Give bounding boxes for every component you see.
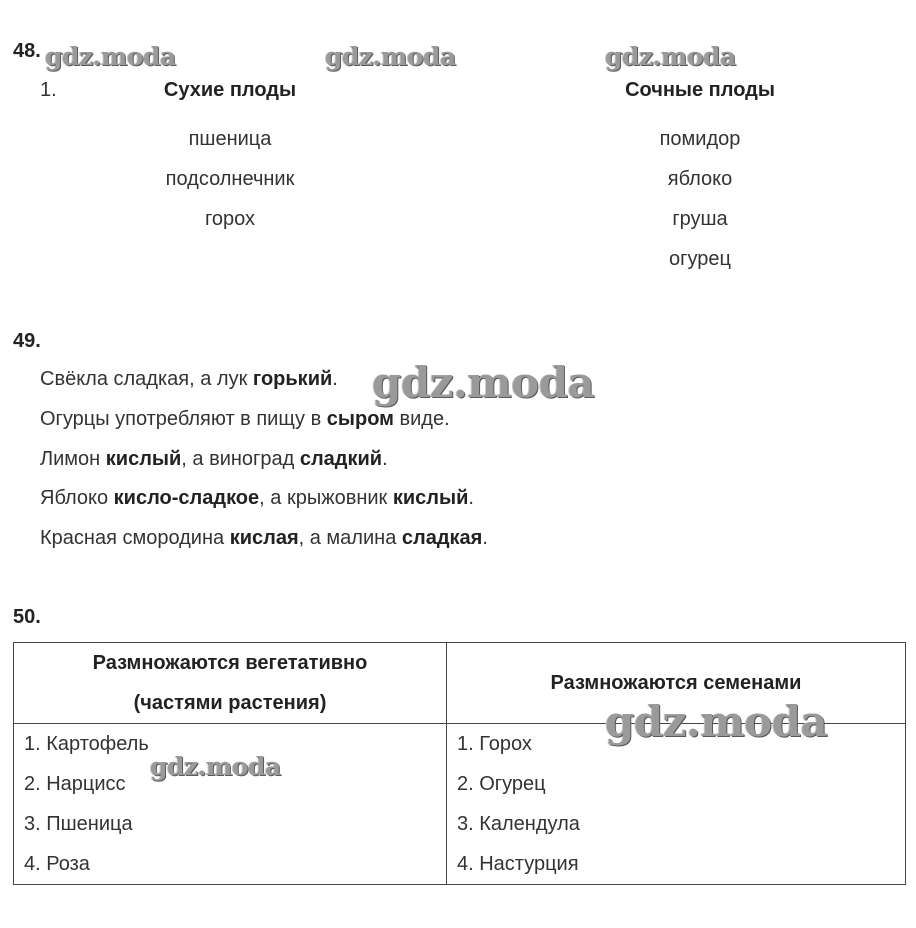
seeds-header: Размножаются семенами <box>447 643 906 724</box>
watermark: gdz.moda <box>372 358 595 407</box>
list-item: 4. Настурция <box>457 853 579 875</box>
juicy-fruits-header: Сочные плоды <box>625 79 775 101</box>
vegetative-list <box>14 724 447 885</box>
list-item: 1. Картофель <box>24 733 149 755</box>
watermark: gdz.moda <box>325 42 456 71</box>
dry-fruit-item: подсолнечник <box>165 168 295 190</box>
dry-fruit-item: пшеница <box>188 128 272 150</box>
table-row <box>14 724 906 885</box>
juicy-fruit-item: груша <box>672 208 728 230</box>
sentence-3: Лимон кислый, а виноград сладкий. <box>40 448 388 470</box>
list-item: 3. Пшеница <box>24 813 133 835</box>
sentence-1: Свёкла сладкая, а лук горький. <box>40 368 338 390</box>
task-48-subnumber: 1. <box>40 79 57 101</box>
watermark: gdz.moda <box>150 752 281 781</box>
watermark: gdz.moda <box>45 42 176 71</box>
vegetative-header: Размножаются вегетативно (частями растения) <box>14 643 447 724</box>
propagation-table <box>13 642 906 885</box>
task-50-number: 50. <box>13 606 41 628</box>
sentence-2: Огурцы употребляют в пищу в сыром виде. <box>40 408 450 430</box>
list-item: 3. Календула <box>457 813 580 835</box>
juicy-fruit-item: огурец <box>669 248 731 270</box>
juicy-fruit-item: помидор <box>659 128 741 150</box>
watermark: gdz.moda <box>605 42 736 71</box>
watermark: gdz.moda <box>605 697 828 746</box>
dry-fruits-header: Сухие плоды <box>163 79 297 101</box>
list-item: 4. Роза <box>24 853 90 875</box>
dry-fruits-column <box>120 79 340 239</box>
task-48-number: 48. <box>13 40 41 62</box>
list-item: 2. Нарцисс <box>24 773 126 795</box>
seeds-list <box>447 724 906 885</box>
list-item: 1. Горох <box>457 733 532 755</box>
dry-fruit-item: горох <box>205 208 255 230</box>
sentence-4: Яблоко кисло-сладкое, а крыжовник кислый. <box>40 487 474 509</box>
juicy-fruits-column <box>590 79 810 279</box>
juicy-fruit-item: яблоко <box>667 168 733 190</box>
list-item: 2. Огурец <box>457 773 546 795</box>
sentence-5: Красная смородина кислая, а малина сладкая. <box>40 527 488 549</box>
task-49-number: 49. <box>13 330 41 352</box>
